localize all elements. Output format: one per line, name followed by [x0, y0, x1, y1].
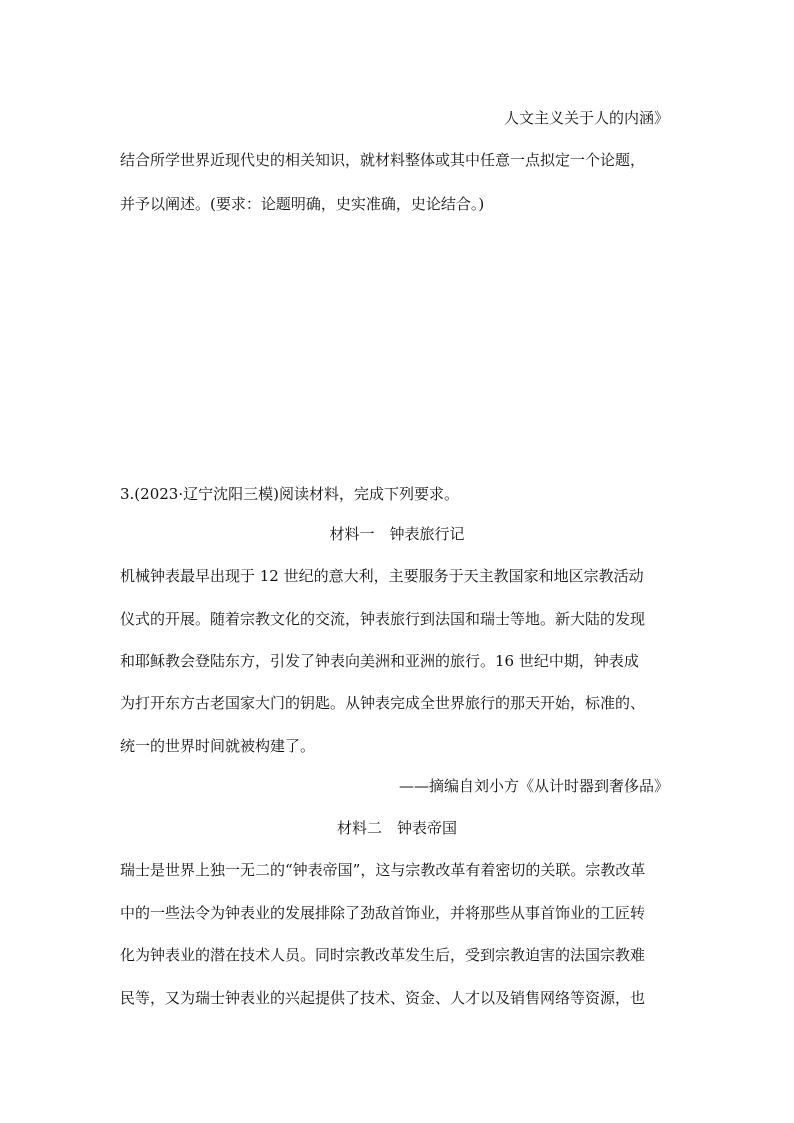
material-1-line-1: 机械钟表最早出现于 12 世纪的意大利，主要服务于天主教国家和地区宗教活动: [120, 567, 644, 585]
material-1-line-3: 和耶稣教会登陆东方，引发了钟表向美洲和亚洲的旅行。16 世纪中期，钟表成: [120, 652, 639, 670]
material-2-line-4: 民等，又为瑞士钟表业的兴起提供了技术、资金、人才以及销售网络等资源，也: [120, 989, 646, 1007]
prompt-line-2: 并予以阐述。(要求：论题明确，史实准确，史论结合。): [120, 195, 485, 213]
material-2-title: 材料二 钟表帝国: [336, 819, 457, 837]
material-2-line-2: 中的一些法令为钟表业的发展排除了劲敌首饰业，并将那些从事首饰业的工匠转: [120, 904, 646, 922]
material-2-line-3: 化为钟表业的潜在技术人员。同时宗教改革发生后，受到宗教迫害的法国宗教难: [120, 946, 646, 964]
prompt-line-1: 结合所学世界近现代史的相关知识，就材料整体或其中任意一点拟定一个论题，: [120, 151, 646, 169]
material-1-source: ——摘编自刘小方《从计时器到奢侈品》: [398, 777, 669, 795]
previous-source-citation: 人文主义关于人的内涵》: [503, 109, 669, 127]
material-1-line-4: 为打开东方古老国家大门的钥匙。从钟表完成全世界旅行的那天开始，标准的、: [120, 694, 646, 712]
material-2-line-1: 瑞士是世界上独一无二的“钟表帝国”，这与宗教改革有着密切的关联。宗教改革: [120, 861, 646, 879]
question-3-heading: 3.(2023·辽宁沈阳三模)阅读材料，完成下列要求。: [120, 485, 459, 503]
material-1-line-5: 统一的世界时间就被构建了。: [120, 737, 316, 755]
material-1-line-2: 仪式的开展。随着宗教文化的交流，钟表旅行到法国和瑞士等地。新大陆的发现: [120, 610, 646, 628]
material-1-title: 材料一 钟表旅行记: [329, 525, 465, 543]
